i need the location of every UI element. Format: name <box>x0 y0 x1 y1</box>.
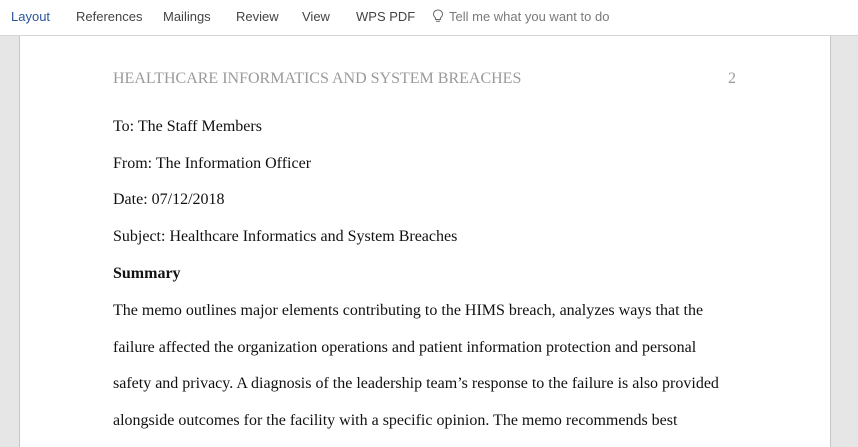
tab-references[interactable]: References <box>76 9 143 24</box>
page-number: 2 <box>728 70 736 87</box>
tab-view[interactable]: View <box>302 9 330 24</box>
memo-subject: Subject: Healthcare Informatics and System Breaches <box>113 228 458 245</box>
summary-line: safety and privacy. A diagnosis of the leadership team’s response to the failure is also provided <box>113 375 719 392</box>
memo-from: From: The Information Officer <box>113 155 312 172</box>
tell-me-label: Tell me what you want to do <box>449 9 610 24</box>
tab-layout[interactable]: Layout <box>11 9 51 24</box>
tab-mailings[interactable]: Mailings <box>163 9 211 24</box>
ribbon-bar <box>0 0 858 36</box>
memo-date: Date: 07/12/2018 <box>113 191 225 208</box>
tab-review[interactable]: Review <box>236 9 279 24</box>
memo-to: To: The Staff Members <box>113 118 262 135</box>
summary-line: The memo outlines major elements contributing to the HIMS breach, analyzes ways that the <box>113 302 704 319</box>
summary-heading: Summary <box>113 265 181 282</box>
tell-me-search[interactable] <box>432 9 609 24</box>
header-title: HEALTHCARE INFORMATICS AND SYSTEM BREACHES <box>113 70 522 87</box>
lightbulb-icon <box>432 9 444 23</box>
summary-line: failure affected the organization operations and patient information protection and personal <box>113 339 697 356</box>
summary-line: alongside outcomes for the facility with a specific opinion. The memo recommends best <box>113 412 678 429</box>
document-page[interactable] <box>19 36 831 447</box>
tab-wps-pdf[interactable]: WPS PDF <box>356 9 416 24</box>
